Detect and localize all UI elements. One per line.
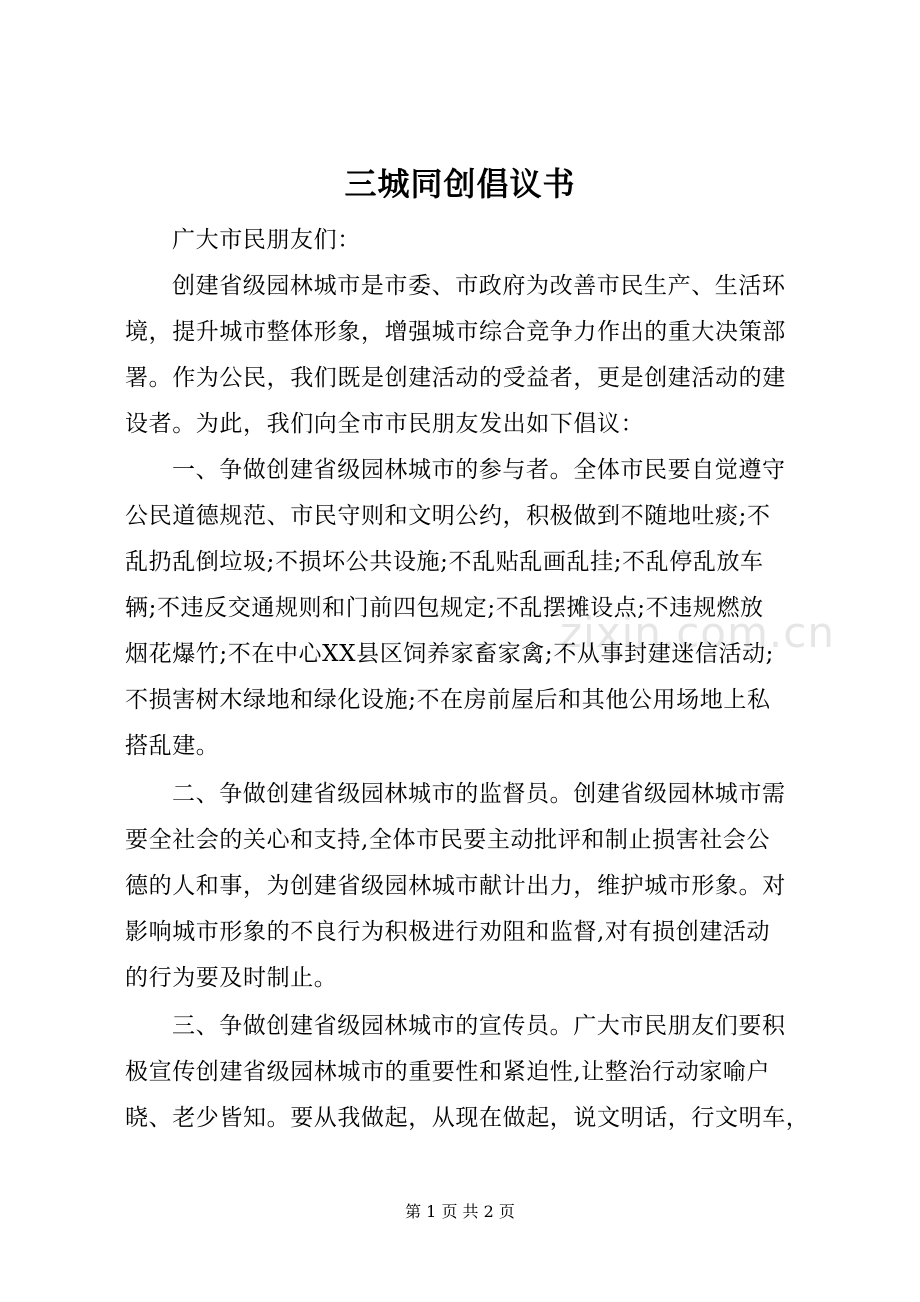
body-line: 公民道德规范、市民守则和文明公约，积极做到不随地吐痰;不 — [125, 503, 771, 529]
body-line: 晓、老少皆知。要从我做起，从现在做起，说文明话，行文明车， — [125, 1105, 810, 1131]
body-line: 署。作为公民，我们既是创建活动的受益者，更是创建活动的建 — [125, 365, 786, 391]
body-line: 搭乱建。 — [125, 733, 220, 759]
body-line: 二、争做创建省级园林城市的监督员。创建省级园林城市需 — [172, 781, 786, 807]
page-title: 三城同创倡议书 — [344, 165, 576, 203]
body-line: 设者。为此，我们向全市市民朋友发出如下倡议： — [125, 411, 645, 437]
body-line: 辆;不违反交通规则和门前四包规定;不乱摆摊设点;不违规燃放 — [125, 595, 764, 621]
body-line: 乱扔乱倒垃圾;不损坏公共设施;不乱贴乱画乱挂;不乱停乱放车 — [125, 549, 764, 575]
body-line: 影响城市形象的不良行为积极进行劝阻和监督,对有损创建活动 — [125, 919, 771, 945]
body-line: 德的人和事，为创建省级园林城市献计出力，维护城市形象。对 — [125, 873, 786, 899]
body-line: 要全社会的关心和支持,全体市民要主动批评和制止损害社会公 — [125, 827, 771, 853]
body-line: 的行为要及时制止。 — [125, 965, 338, 991]
body-line: 烟花爆竹;不在中心XX县区饲养家畜家禽;不从事封建迷信活动; — [125, 641, 774, 667]
salutation: 广大市民朋友们： — [172, 227, 361, 253]
body-line: 三、争做创建省级园林城市的宣传员。广大市民朋友们要积 — [172, 1013, 786, 1039]
body-line: 一、争做创建省级园林城市的参与者。全体市民要自觉遵守 — [172, 457, 786, 483]
body-line: 不损害树木绿地和绿化设施;不在房前屋后和其他公用场地上私 — [125, 687, 771, 713]
body-line: 境，提升城市整体形象，增强城市综合竞争力作出的重大决策部 — [125, 319, 786, 345]
body-line: 创建省级园林城市是市委、市政府为改善市民生产、生活环 — [172, 273, 786, 299]
body-line: 极宣传创建省级园林城市的重要性和紧迫性,让整治行动家喻户 — [125, 1059, 771, 1085]
page-footer: 第 1 页 共 2 页 — [405, 1202, 515, 1221]
watermark: zixin.com.cn — [560, 608, 835, 657]
